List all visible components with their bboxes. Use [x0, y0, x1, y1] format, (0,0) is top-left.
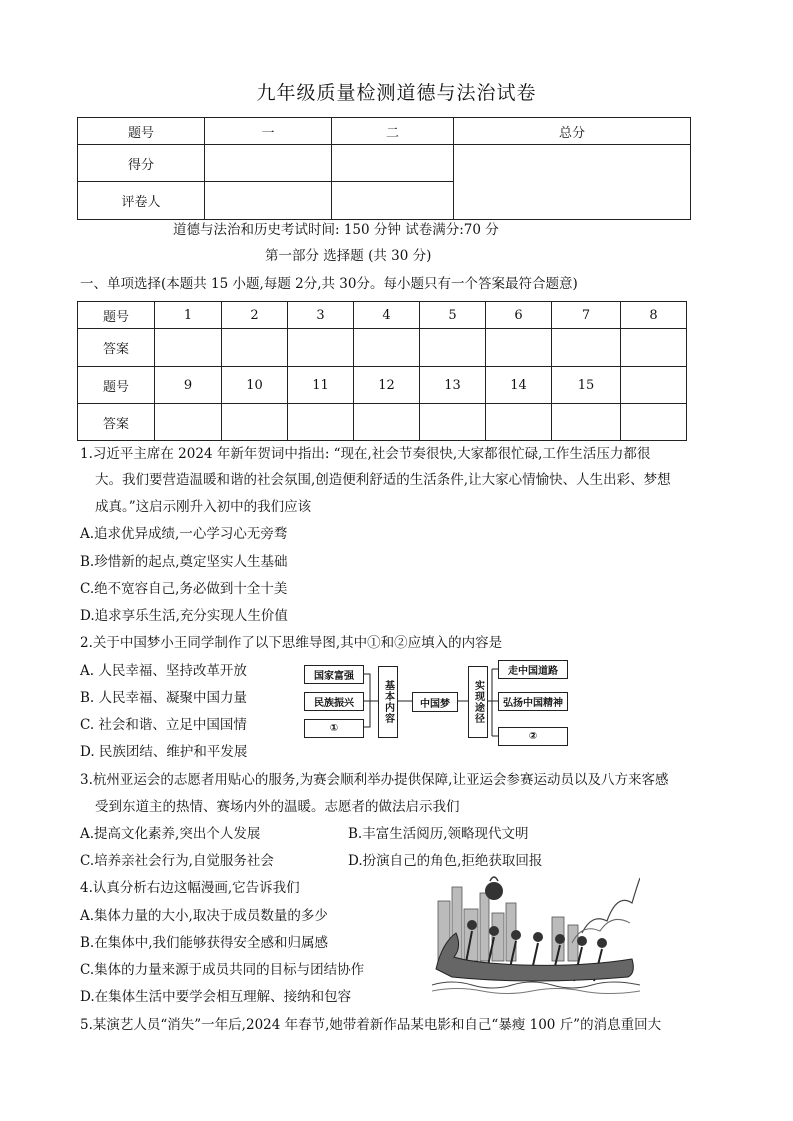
question-number: [621, 367, 687, 404]
answer-cell[interactable]: [621, 329, 687, 367]
question-number: 10: [222, 367, 288, 404]
question-number: 11: [288, 367, 354, 404]
mindmap-node: 国家富强: [304, 665, 364, 684]
answer-cell[interactable]: [486, 404, 552, 441]
answer-table: [77, 301, 687, 441]
section-instructions: 一、单项选择(本题共 15 小题,每题 2分,共 30分。每小题只有一个答案最符合题意): [80, 276, 578, 292]
answer-cell[interactable]: [354, 329, 420, 367]
score-header-cell: 题号: [78, 118, 205, 145]
score-header-cell: 总分: [454, 118, 691, 145]
answer-cell[interactable]: [621, 404, 687, 441]
q3-option[interactable]: C.培养亲社会行为,自觉服务社会: [80, 853, 274, 869]
q2-option[interactable]: B. 人民幸福、凝聚中国力量: [80, 690, 248, 706]
q3-line: 3.杭州亚运会的志愿者用贴心的服务,为赛会顺利举办提供保障,让亚运会参赛运动员以及八方来客感: [80, 772, 669, 788]
q3-option[interactable]: A.提高文化素养,突出个人发展: [80, 826, 261, 842]
answer-cell[interactable]: [222, 329, 288, 367]
question-number: 4: [354, 302, 420, 329]
q2-option[interactable]: D. 民族团结、维护和平发展: [80, 744, 248, 760]
q1-line: 成真。”这启示刚升入初中的我们应该: [95, 499, 312, 515]
mindmap-node: 走中国道路: [498, 660, 568, 679]
answer-cell[interactable]: [552, 329, 621, 367]
score-header-cell: 二: [332, 118, 454, 145]
answer-cell[interactable]: [354, 404, 420, 441]
answer-cell[interactable]: [420, 329, 486, 367]
q1-line: 1.习近平主席在 2024 年新年贺词中指出: “现在,社会节奏很快,大家都很忙碌,工作生活压力都很: [80, 446, 651, 462]
answer-row-label: 题号: [78, 367, 155, 404]
answer-cell[interactable]: [155, 404, 222, 441]
score-table: [77, 117, 691, 220]
answer-cell[interactable]: [222, 404, 288, 441]
score-header-cell: 一: [205, 118, 332, 145]
mindmap-content-label: 基本内容: [378, 666, 398, 738]
answer-cell[interactable]: [486, 329, 552, 367]
grader-cell[interactable]: [205, 182, 332, 220]
question-number: 15: [552, 367, 621, 404]
q3-option[interactable]: B.丰富生活阅历,领略现代文明: [348, 826, 529, 842]
q4-stem: 4.认真分析右边这幅漫画,它告诉我们: [80, 880, 300, 896]
answer-cell[interactable]: [155, 329, 222, 367]
answer-cell[interactable]: [552, 404, 621, 441]
q5-line: 5.某演艺人员“消失”一年后,2024 年春节,她带着新作品某电影和自己“暴瘦 100 斤”的消息重回大: [80, 1017, 662, 1033]
score-row-label: 评卷人: [78, 182, 205, 220]
question-number: 3: [288, 302, 354, 329]
answer-label: 答案: [78, 329, 155, 367]
q4-option[interactable]: C.集体的力量来源于成员共同的目标与团结协作: [80, 962, 365, 978]
score-cell[interactable]: [205, 145, 332, 182]
question-number: 8: [621, 302, 687, 329]
mindmap-center: 中国梦: [412, 692, 458, 712]
q4-option[interactable]: A.集体力量的大小,取决于成员数量的多少: [80, 908, 328, 924]
answer-cell[interactable]: [420, 404, 486, 441]
mindmap-blank-1: ①: [304, 719, 364, 738]
mindmap-node: 民族振兴: [304, 692, 364, 711]
question-number: 13: [420, 367, 486, 404]
q2-stem: 2.关于中国梦小王同学制作了以下思维导图,其中①和②应填入的内容是: [80, 635, 503, 651]
q2-option[interactable]: A. 人民幸福、坚持改革开放: [80, 663, 247, 679]
question-number: 1: [155, 302, 222, 329]
score-cell[interactable]: [332, 145, 454, 182]
answer-label: 答案: [78, 404, 155, 441]
q1-option[interactable]: D.追求享乐生活,充分实现人生价值: [80, 608, 288, 624]
q2-option[interactable]: C. 社会和谐、立足中国国情: [80, 717, 247, 733]
question-number: 5: [420, 302, 486, 329]
grader-cell[interactable]: [332, 182, 454, 220]
page-title: 九年级质量检测道德与法治试卷: [256, 82, 537, 104]
answer-cell[interactable]: [288, 404, 354, 441]
mind-map: [300, 655, 570, 750]
question-number: 12: [354, 367, 420, 404]
total-score-cell[interactable]: [454, 145, 691, 220]
answer-cell[interactable]: [288, 329, 354, 367]
question-number: 2: [222, 302, 288, 329]
question-number: 14: [486, 367, 552, 404]
mindmap-node: 弘扬中国精神: [498, 692, 568, 711]
score-row-label: 得分: [78, 145, 205, 182]
answer-row-label: 题号: [78, 302, 155, 329]
q4-option[interactable]: D.在集体生活中要学会相互理解、接纳和包容: [80, 989, 352, 1005]
q4-option[interactable]: B.在集体中,我们能够获得安全感和归属感: [80, 935, 329, 951]
question-number: 7: [552, 302, 621, 329]
mindmap-blank-2: ②: [498, 727, 568, 746]
q3-option[interactable]: D.扮演自己的角色,拒绝获取回报: [348, 853, 543, 869]
exam-info: 道德与法治和历史考试时间: 150 分钟 试卷满分:70 分: [173, 222, 499, 238]
q1-line: 大。我们要营造温暖和谐的社会氛围,创造便利舒适的生活条件,让大家心情愉快、人生出彩、梦想: [95, 472, 671, 488]
q1-option[interactable]: B.珍惜新的起点,奠定坚实人生基础: [80, 554, 288, 570]
question-number: 9: [155, 367, 222, 404]
mindmap-path-label: 实现途径: [468, 666, 488, 738]
question-number: 6: [486, 302, 552, 329]
q1-option[interactable]: A.追求优异成绩,一心学习心无旁骛: [80, 526, 288, 542]
part-heading: 第一部分 选择题 (共 30 分): [265, 248, 432, 264]
dragon-boat-cartoon: [432, 873, 640, 995]
q1-option[interactable]: C.绝不宽容自己,务必做到十全十美: [80, 581, 288, 597]
q3-line: 受到东道主的热情、赛场内外的温暖。志愿者的做法启示我们: [95, 799, 460, 815]
